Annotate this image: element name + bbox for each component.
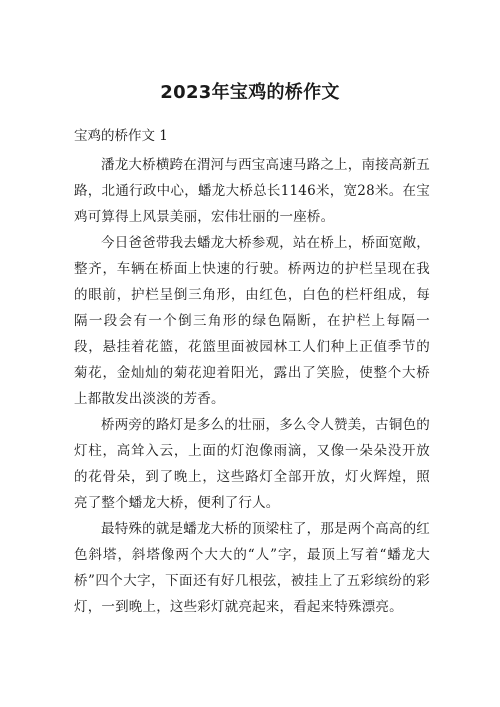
document-title: 2023年宝鸡的桥作文 xyxy=(160,82,340,103)
paragraph: 最特殊的就是蟠龙大桥的顶梁柱了，那是两个高高的红色斜塔，斜塔像两个大大的“人”字，最顶上写着“蟠龙大桥”四个大字，下面还有好几根弦，被挂上了五彩缤纷的彩灯，一到晚上，这些彩灯就亮起来，看起来特殊漂亮。 xyxy=(74,521,430,615)
paragraph: 桥两旁的路灯是多么的壮丽，多么令人赞美，古铜色的灯柱，高耸入云，上面的灯泡像雨滴，又像一朵朵没开放的花骨朵，到了晚上，这些路灯全部开放，灯火辉煌，照亮了整个蟠龙大桥，便利了行人。 xyxy=(74,417,430,511)
document-body xyxy=(74,152,430,620)
paragraph: 今日爸爸带我去蟠龙大桥参观，站在桥上，桥面宽敞，整齐，车辆在桥面上快速的行驶。桥两边的护栏呈现在我的眼前，护栏呈倒三角形，由红色，白色的栏杆组成，每隔一段会有一个倒三角形的绿色隔断，在护栏上每隔一段，悬挂着花篮，花篮里面被园林工人们种上正值季节的菊花，金灿灿的菊花迎着阳光，露出了笑脸，使整个大桥上都散发出淡淡的芳香。 xyxy=(74,235,430,407)
section-heading: 宝鸡的桥作文 1 xyxy=(74,128,168,144)
paragraph: 潘龙大桥横跨在渭河与西宝高速马路之上，南接高新五路，北通行政中心，蟠龙大桥总长1146米，宽28米。在宝鸡可算得上风景美丽，宏伟壮丽的一座桥。 xyxy=(74,157,430,225)
